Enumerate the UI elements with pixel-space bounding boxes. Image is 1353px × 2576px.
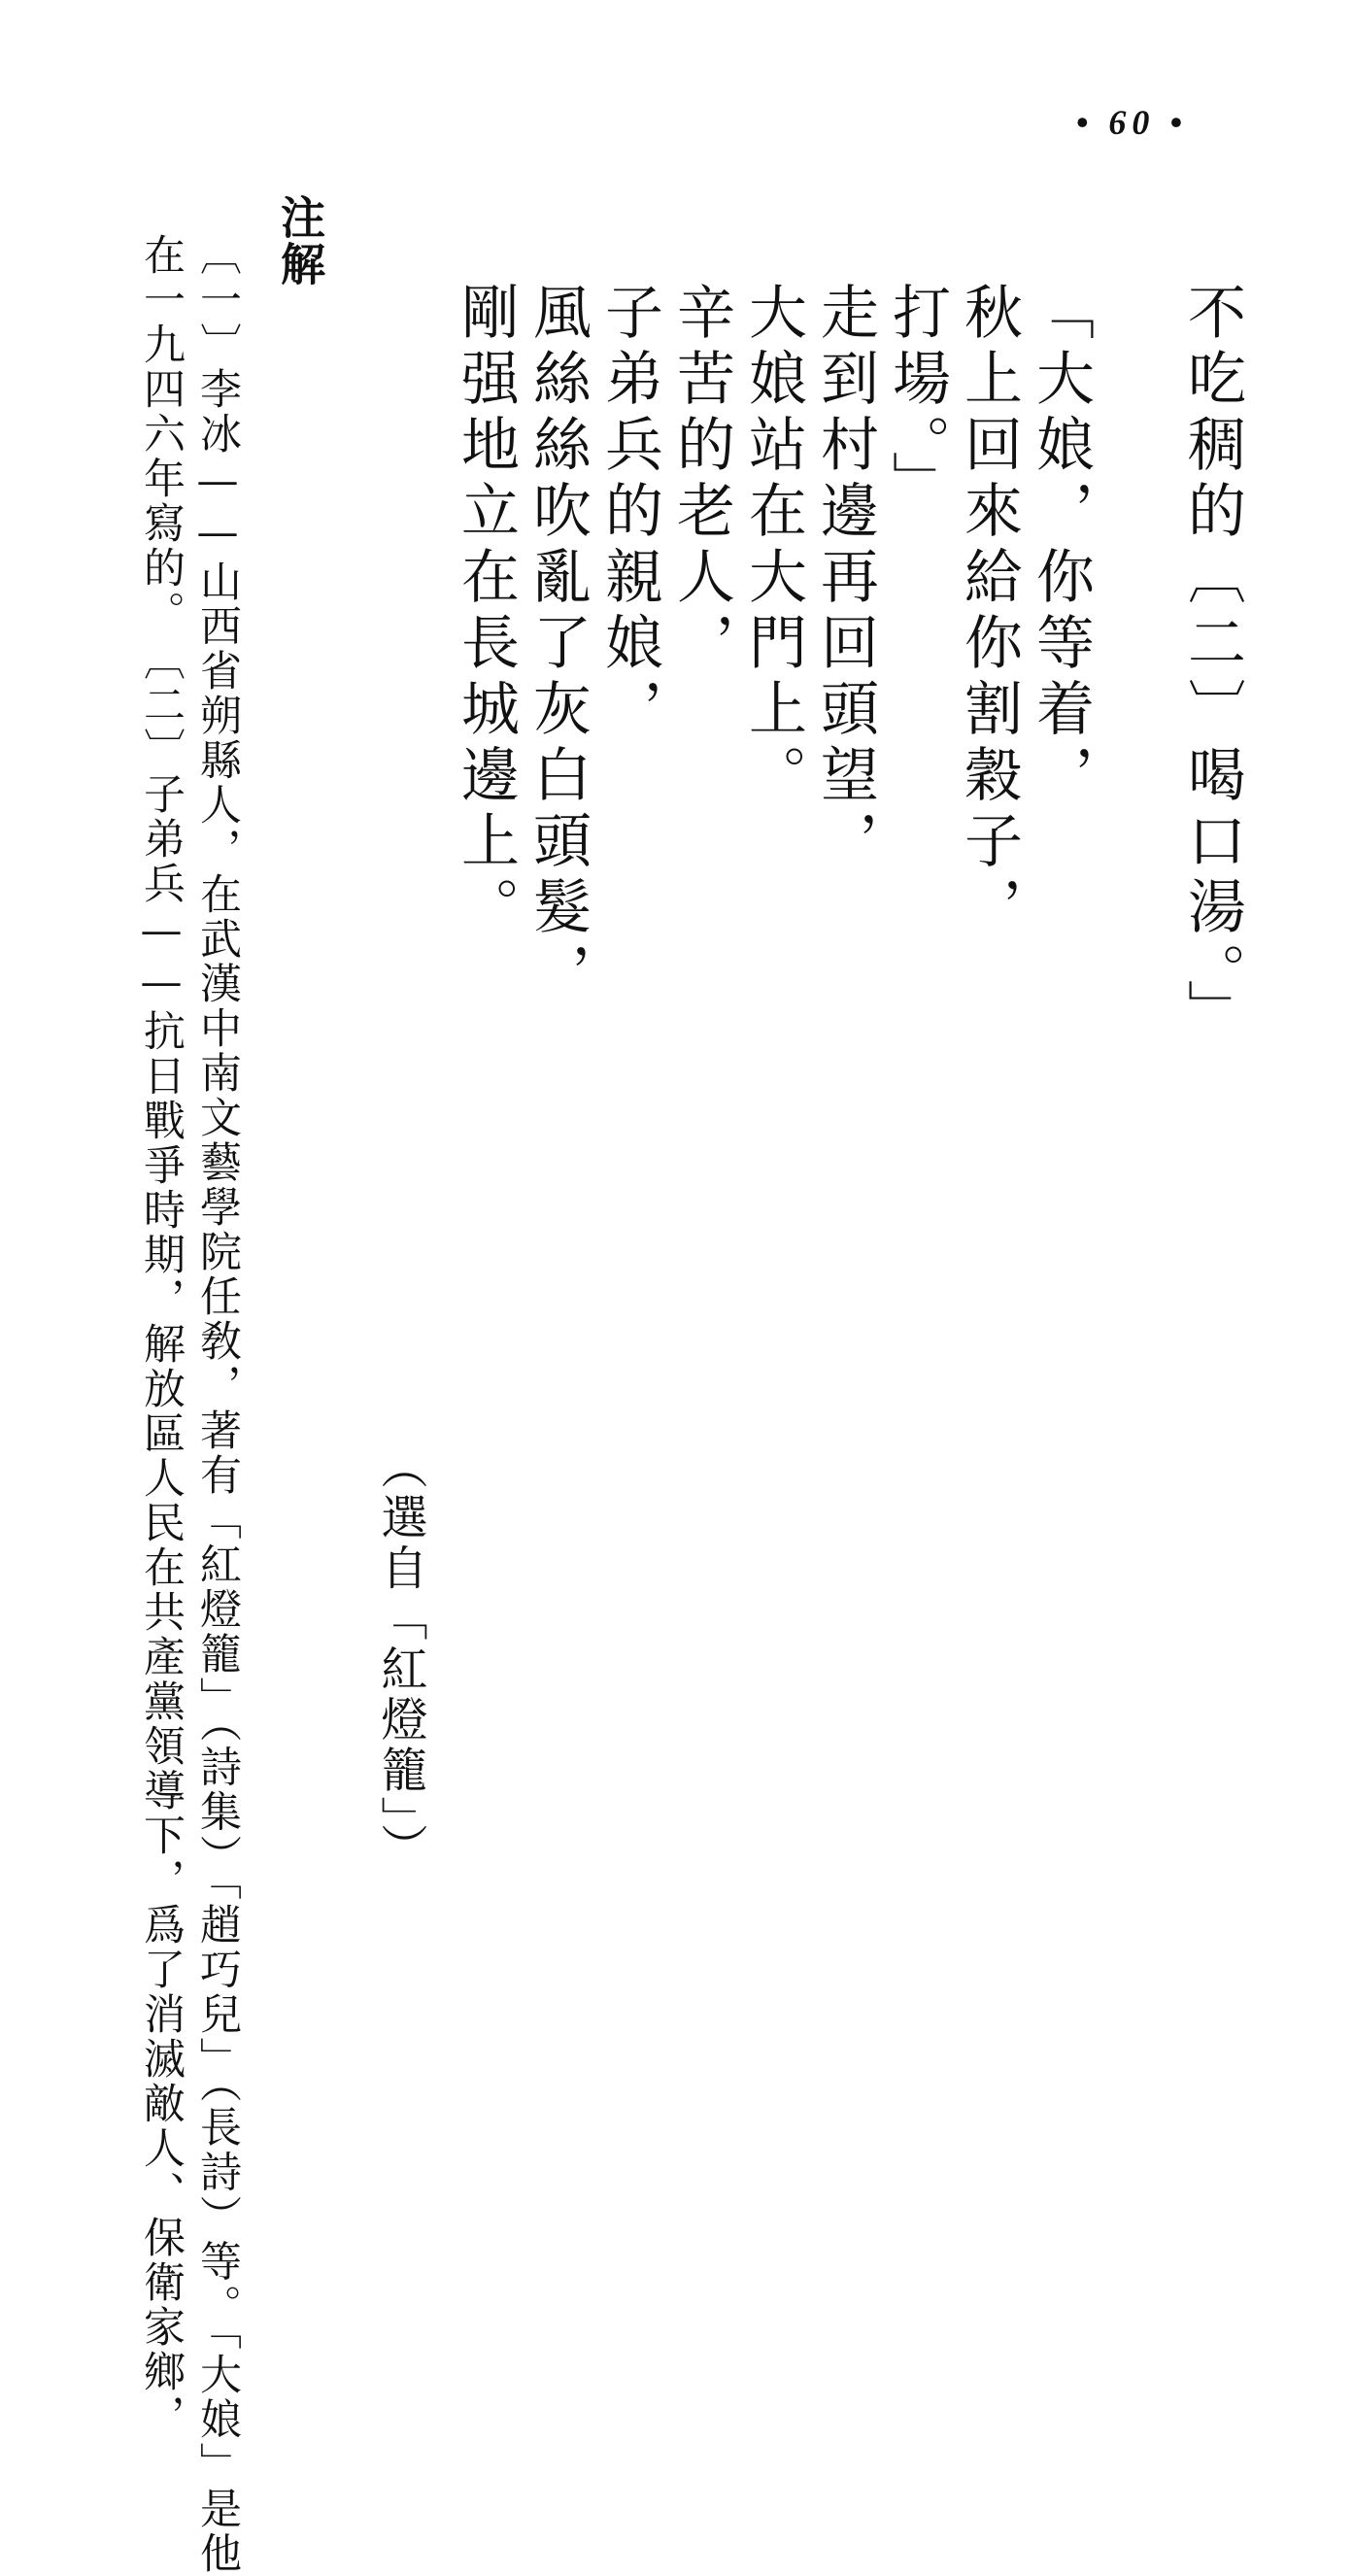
- poem-line: 「大娘，你等着，: [1027, 282, 1095, 810]
- poem-line: 大娘站在大門上。: [739, 282, 807, 810]
- poem-line: 走到村邊再回頭望，: [811, 282, 879, 876]
- poem-line: 辛苦的老人，: [667, 282, 735, 678]
- poem-line: 子弟兵的親娘，: [595, 282, 663, 744]
- page-number: • 60 •: [1075, 103, 1188, 142]
- poem-line: 不吃稠的〔二〕喝口湯。」: [1178, 282, 1246, 1045]
- poem-line: 秋上回來給你割穀子，: [955, 282, 1023, 942]
- poem-line: 風絲絲吹亂了灰白頭髮，: [524, 282, 592, 1008]
- note-line: 在一九四六年寫的。 〔二〕子弟兵——抗日戰爭時期，解放區人民在共產黨領導下，爲了消滅敵人、保衛家鄉，: [137, 233, 186, 2439]
- notes-heading: 注解: [274, 194, 326, 288]
- poem-line: 打場。」: [883, 282, 951, 517]
- source-citation: （選自「紅燈籠」）: [373, 1442, 427, 1874]
- note-line: 〔一〕李冰——山西省朔縣人，在武漢中南文藝學院任敎，著有「紅燈籠」（詩集）「趙巧兒」（長詩）等。「大娘」是他: [193, 233, 242, 2576]
- poem-line: 剛强地立在長城邊上。: [452, 282, 520, 942]
